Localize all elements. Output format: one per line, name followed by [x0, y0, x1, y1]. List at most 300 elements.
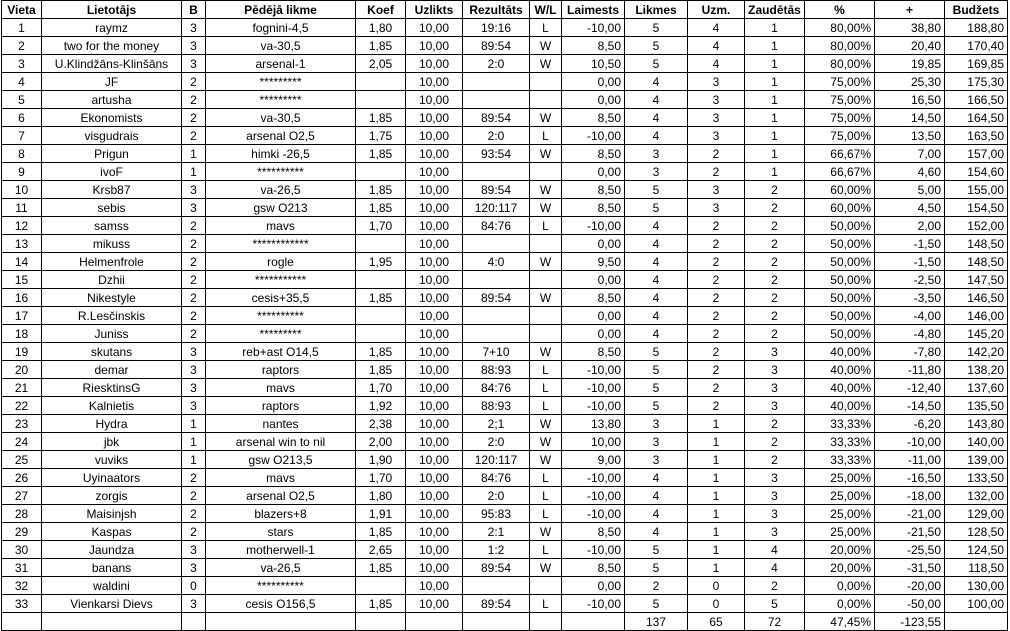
cell-rezultats: 4:0 — [463, 253, 530, 271]
cell-b: 1 — [182, 163, 206, 181]
cell-koef: 1,85 — [356, 181, 406, 199]
cell-likme: arsenal O2,5 — [206, 487, 356, 505]
cell-rezultats: 84:76 — [463, 469, 530, 487]
cell-likme: ************ — [206, 235, 356, 253]
cell-likmes: 5 — [625, 55, 688, 73]
cell-uzlikts: 10,00 — [406, 235, 463, 253]
table-row — [2, 577, 1008, 595]
cell-zaudetas: 1 — [745, 37, 805, 55]
cell-vieta: 28 — [2, 505, 42, 523]
cell-rezultats: 89:54 — [463, 37, 530, 55]
col-header-pedeja-likme: Pēdējā likme — [206, 1, 356, 19]
cell-user: ivoF — [42, 163, 182, 181]
cell-vieta: 33 — [2, 595, 42, 613]
cell-vieta: 24 — [2, 433, 42, 451]
cell-koef: 1,85 — [356, 559, 406, 577]
cell-rezultats: 2:1 — [463, 523, 530, 541]
cell-plus: 7,00 — [875, 145, 945, 163]
cell-budzets: 166,50 — [945, 91, 1008, 109]
cell-laimests: 8,50 — [562, 181, 625, 199]
cell-koef: 2,38 — [356, 415, 406, 433]
cell-uzlikts: 10,00 — [406, 37, 463, 55]
table-row — [2, 289, 1008, 307]
cell-vieta: 20 — [2, 361, 42, 379]
cell-zaudetas: 2 — [745, 289, 805, 307]
cell-b: 3 — [182, 181, 206, 199]
cell-user: zorgis — [42, 487, 182, 505]
table-row — [2, 199, 1008, 217]
cell-koef — [356, 235, 406, 253]
cell-uzm: 1 — [688, 487, 745, 505]
cell-b: 2 — [182, 505, 206, 523]
total-plus: -123,55 — [875, 613, 945, 631]
cell-laimests: 10,50 — [562, 55, 625, 73]
cell-user: sebis — [42, 199, 182, 217]
cell-likmes: 4 — [625, 73, 688, 91]
cell-rezultats: 120:117 — [463, 199, 530, 217]
cell-budzets: 164,50 — [945, 109, 1008, 127]
table-row — [2, 595, 1008, 613]
cell-uzm: 2 — [688, 307, 745, 325]
cell-plus: -21,50 — [875, 523, 945, 541]
cell-budzets: 130,00 — [945, 577, 1008, 595]
cell-zaudetas: 3 — [745, 469, 805, 487]
cell-b: 2 — [182, 523, 206, 541]
cell-plus: 38,80 — [875, 19, 945, 37]
table-row — [2, 145, 1008, 163]
cell-koef: 1,90 — [356, 451, 406, 469]
col-header-uzlikts: Uzlikts — [406, 1, 463, 19]
cell-wl: W — [530, 433, 562, 451]
cell-user: JF — [42, 73, 182, 91]
cell-vieta: 4 — [2, 73, 42, 91]
cell-laimests: 8,50 — [562, 343, 625, 361]
cell-rezultats: 89:54 — [463, 181, 530, 199]
cell-zaudetas: 1 — [745, 145, 805, 163]
cell-zaudetas: 2 — [745, 217, 805, 235]
cell-budzets: 128,50 — [945, 523, 1008, 541]
cell-likme: rogle — [206, 253, 356, 271]
cell-pct: 25,00% — [805, 469, 875, 487]
cell-b: 3 — [182, 397, 206, 415]
cell-zaudetas: 1 — [745, 19, 805, 37]
cell-koef: 1,85 — [356, 145, 406, 163]
cell-likmes: 4 — [625, 487, 688, 505]
cell-budzets: 148,50 — [945, 253, 1008, 271]
cell-laimests: -10,00 — [562, 469, 625, 487]
cell-b: 3 — [182, 595, 206, 613]
cell-likme: ********** — [206, 163, 356, 181]
cell-uzm: 2 — [688, 145, 745, 163]
cell-pct: 40,00% — [805, 379, 875, 397]
cell-likme: blazers+8 — [206, 505, 356, 523]
cell-likmes: 4 — [625, 217, 688, 235]
cell-plus: -31,50 — [875, 559, 945, 577]
cell-plus: 19,85 — [875, 55, 945, 73]
header-row — [2, 1, 1008, 19]
cell-pct: 33,33% — [805, 451, 875, 469]
cell-laimests: -10,00 — [562, 595, 625, 613]
cell-plus: -4,00 — [875, 307, 945, 325]
cell-koef: 1,85 — [356, 199, 406, 217]
cell-likme: arsenal O2,5 — [206, 127, 356, 145]
cell-likme: fognini-4,5 — [206, 19, 356, 37]
cell-plus: -6,20 — [875, 415, 945, 433]
table-row — [2, 541, 1008, 559]
cell-zaudetas: 2 — [745, 253, 805, 271]
cell-b: 1 — [182, 415, 206, 433]
cell-likmes: 5 — [625, 541, 688, 559]
totals-cell-empty — [42, 613, 182, 631]
cell-likme: mavs — [206, 379, 356, 397]
cell-user: demar — [42, 361, 182, 379]
cell-plus: 4,60 — [875, 163, 945, 181]
cell-plus: -11,80 — [875, 361, 945, 379]
cell-budzets: 137,60 — [945, 379, 1008, 397]
cell-wl — [530, 91, 562, 109]
cell-zaudetas: 1 — [745, 109, 805, 127]
cell-uzm: 2 — [688, 325, 745, 343]
cell-rezultats: 2:0 — [463, 127, 530, 145]
cell-wl: W — [530, 289, 562, 307]
cell-wl: W — [530, 415, 562, 433]
cell-budzets: 143,80 — [945, 415, 1008, 433]
cell-wl: W — [530, 55, 562, 73]
cell-likme: ********* — [206, 325, 356, 343]
cell-likme: va-26,5 — [206, 559, 356, 577]
cell-laimests: 0,00 — [562, 577, 625, 595]
cell-likme: himki -26,5 — [206, 145, 356, 163]
cell-koef — [356, 163, 406, 181]
cell-pct: 50,00% — [805, 325, 875, 343]
cell-plus: -2,50 — [875, 271, 945, 289]
cell-rezultats: 89:54 — [463, 289, 530, 307]
cell-uzlikts: 10,00 — [406, 559, 463, 577]
table-row — [2, 109, 1008, 127]
cell-user: Jaundza — [42, 541, 182, 559]
cell-vieta: 13 — [2, 235, 42, 253]
cell-laimests: 8,50 — [562, 37, 625, 55]
cell-likme: arsenal-1 — [206, 55, 356, 73]
cell-uzlikts: 10,00 — [406, 307, 463, 325]
cell-uzm: 2 — [688, 379, 745, 397]
cell-pct: 50,00% — [805, 271, 875, 289]
cell-likme: ********** — [206, 307, 356, 325]
cell-user: waldini — [42, 577, 182, 595]
cell-uzm: 2 — [688, 253, 745, 271]
cell-pct: 50,00% — [805, 253, 875, 271]
col-header-zaudetas: Zaudētās — [745, 1, 805, 19]
cell-laimests: 9,00 — [562, 451, 625, 469]
cell-laimests: -10,00 — [562, 127, 625, 145]
cell-rezultats: 2;1 — [463, 415, 530, 433]
cell-pct: 40,00% — [805, 361, 875, 379]
cell-uzlikts: 10,00 — [406, 361, 463, 379]
cell-user: Prigun — [42, 145, 182, 163]
col-header-likmes: Likmes — [625, 1, 688, 19]
cell-likmes: 4 — [625, 523, 688, 541]
col-header-pct: % — [805, 1, 875, 19]
cell-zaudetas: 2 — [745, 325, 805, 343]
cell-budzets: 133,50 — [945, 469, 1008, 487]
cell-zaudetas: 3 — [745, 343, 805, 361]
cell-uzlikts: 10,00 — [406, 433, 463, 451]
cell-wl: L — [530, 505, 562, 523]
cell-vieta: 26 — [2, 469, 42, 487]
cell-plus: -12,40 — [875, 379, 945, 397]
cell-pct: 80,00% — [805, 37, 875, 55]
table-row — [2, 361, 1008, 379]
cell-plus: -11,00 — [875, 451, 945, 469]
table-row — [2, 523, 1008, 541]
cell-uzlikts: 10,00 — [406, 451, 463, 469]
cell-wl: W — [530, 451, 562, 469]
cell-b: 3 — [182, 19, 206, 37]
cell-user: two for the money — [42, 37, 182, 55]
cell-laimests: 13,80 — [562, 415, 625, 433]
cell-uzlikts: 10,00 — [406, 397, 463, 415]
cell-uzlikts: 10,00 — [406, 145, 463, 163]
cell-pct: 50,00% — [805, 217, 875, 235]
cell-uzlikts: 10,00 — [406, 523, 463, 541]
cell-likme: va-26,5 — [206, 181, 356, 199]
cell-user: Ekonomists — [42, 109, 182, 127]
cell-uzlikts: 10,00 — [406, 343, 463, 361]
cell-likmes: 5 — [625, 595, 688, 613]
col-header-b: B — [182, 1, 206, 19]
cell-zaudetas: 2 — [745, 415, 805, 433]
cell-likme: *********** — [206, 271, 356, 289]
cell-rezultats: 93:54 — [463, 145, 530, 163]
cell-rezultats: 2:0 — [463, 433, 530, 451]
cell-plus: 4,50 — [875, 199, 945, 217]
cell-pct: 50,00% — [805, 307, 875, 325]
cell-likme: mavs — [206, 469, 356, 487]
cell-uzm: 1 — [688, 469, 745, 487]
cell-wl — [530, 577, 562, 595]
cell-uzlikts: 10,00 — [406, 289, 463, 307]
cell-wl: L — [530, 541, 562, 559]
cell-laimests: 8,50 — [562, 199, 625, 217]
cell-uzlikts: 10,00 — [406, 325, 463, 343]
cell-zaudetas: 1 — [745, 163, 805, 181]
cell-plus: 5,00 — [875, 181, 945, 199]
cell-zaudetas: 1 — [745, 127, 805, 145]
col-header-wl: W/L — [530, 1, 562, 19]
cell-b: 3 — [182, 55, 206, 73]
cell-budzets: 146,00 — [945, 307, 1008, 325]
cell-zaudetas: 2 — [745, 451, 805, 469]
cell-b: 2 — [182, 289, 206, 307]
cell-koef: 1,95 — [356, 253, 406, 271]
cell-pct: 40,00% — [805, 343, 875, 361]
cell-zaudetas: 1 — [745, 73, 805, 91]
cell-wl: W — [530, 343, 562, 361]
cell-koef: 1,85 — [356, 361, 406, 379]
cell-rezultats: 95:83 — [463, 505, 530, 523]
cell-uzlikts: 10,00 — [406, 163, 463, 181]
cell-wl — [530, 307, 562, 325]
cell-plus: 25,30 — [875, 73, 945, 91]
col-header-plus: + — [875, 1, 945, 19]
cell-pct: 40,00% — [805, 397, 875, 415]
cell-koef: 1,80 — [356, 19, 406, 37]
cell-uzm: 4 — [688, 55, 745, 73]
total-pct: 47,45% — [805, 613, 875, 631]
cell-budzets: 152,00 — [945, 217, 1008, 235]
cell-koef: 1,85 — [356, 109, 406, 127]
cell-koef — [356, 577, 406, 595]
cell-rezultats — [463, 325, 530, 343]
cell-pct: 75,00% — [805, 91, 875, 109]
cell-likmes: 5 — [625, 397, 688, 415]
table-row — [2, 325, 1008, 343]
cell-wl: L — [530, 19, 562, 37]
cell-user: raymz — [42, 19, 182, 37]
cell-vieta: 9 — [2, 163, 42, 181]
cell-pct: 80,00% — [805, 19, 875, 37]
cell-rezultats: 84:76 — [463, 379, 530, 397]
cell-wl — [530, 163, 562, 181]
totals-cell-empty — [356, 613, 406, 631]
cell-zaudetas: 3 — [745, 379, 805, 397]
cell-rezultats: 89:54 — [463, 595, 530, 613]
cell-b: 3 — [182, 343, 206, 361]
cell-koef: 1,91 — [356, 505, 406, 523]
cell-budzets: 135,50 — [945, 397, 1008, 415]
cell-b: 2 — [182, 109, 206, 127]
cell-rezultats: 120:117 — [463, 451, 530, 469]
cell-uzm: 1 — [688, 415, 745, 433]
cell-likmes: 5 — [625, 343, 688, 361]
cell-zaudetas: 2 — [745, 199, 805, 217]
cell-b: 3 — [182, 379, 206, 397]
cell-likme: raptors — [206, 397, 356, 415]
cell-user: artusha — [42, 91, 182, 109]
cell-b: 2 — [182, 469, 206, 487]
cell-uzm: 2 — [688, 397, 745, 415]
table-row — [2, 469, 1008, 487]
cell-rezultats — [463, 271, 530, 289]
cell-laimests: 8,50 — [562, 109, 625, 127]
cell-rezultats: 2:0 — [463, 55, 530, 73]
col-header-lietotajs: Lietotājs — [42, 1, 182, 19]
cell-koef: 1,70 — [356, 469, 406, 487]
cell-user: U.Klindžāns-Klinšāns — [42, 55, 182, 73]
cell-laimests: 0,00 — [562, 271, 625, 289]
cell-uzm: 0 — [688, 595, 745, 613]
cell-uzm: 4 — [688, 19, 745, 37]
cell-plus: -3,50 — [875, 289, 945, 307]
cell-user: vuviks — [42, 451, 182, 469]
cell-uzm: 1 — [688, 433, 745, 451]
cell-uzlikts: 10,00 — [406, 181, 463, 199]
cell-uzlikts: 10,00 — [406, 109, 463, 127]
cell-pct: 33,33% — [805, 433, 875, 451]
cell-vieta: 1 — [2, 19, 42, 37]
cell-uzlikts: 10,00 — [406, 379, 463, 397]
cell-b: 1 — [182, 145, 206, 163]
cell-uzm: 3 — [688, 181, 745, 199]
cell-plus: -50,00 — [875, 595, 945, 613]
cell-plus: -1,50 — [875, 253, 945, 271]
cell-koef: 1,70 — [356, 379, 406, 397]
table-row — [2, 451, 1008, 469]
cell-uzm: 1 — [688, 451, 745, 469]
table-row — [2, 127, 1008, 145]
cell-likmes: 5 — [625, 19, 688, 37]
cell-likmes: 3 — [625, 451, 688, 469]
cell-budzets: 100,00 — [945, 595, 1008, 613]
cell-wl: W — [530, 181, 562, 199]
cell-user: Juniss — [42, 325, 182, 343]
cell-wl: W — [530, 199, 562, 217]
cell-pct: 25,00% — [805, 505, 875, 523]
cell-uzm: 4 — [688, 37, 745, 55]
cell-pct: 75,00% — [805, 73, 875, 91]
cell-koef — [356, 307, 406, 325]
cell-wl: L — [530, 217, 562, 235]
cell-plus: -14,50 — [875, 397, 945, 415]
cell-user: samss — [42, 217, 182, 235]
cell-likmes: 5 — [625, 559, 688, 577]
cell-plus: -10,00 — [875, 433, 945, 451]
cell-pct: 25,00% — [805, 523, 875, 541]
table-row — [2, 397, 1008, 415]
cell-uzm: 1 — [688, 559, 745, 577]
cell-plus: -18,00 — [875, 487, 945, 505]
cell-b: 3 — [182, 541, 206, 559]
cell-budzets: 132,00 — [945, 487, 1008, 505]
cell-koef: 1,70 — [356, 217, 406, 235]
cell-laimests: -10,00 — [562, 487, 625, 505]
cell-koef — [356, 73, 406, 91]
cell-user: Kalnietis — [42, 397, 182, 415]
cell-laimests: 0,00 — [562, 325, 625, 343]
cell-likme: gsw O213,5 — [206, 451, 356, 469]
cell-koef: 1,85 — [356, 343, 406, 361]
cell-likmes: 4 — [625, 109, 688, 127]
cell-laimests: 0,00 — [562, 163, 625, 181]
cell-vieta: 27 — [2, 487, 42, 505]
cell-uzlikts: 10,00 — [406, 127, 463, 145]
cell-koef: 2,65 — [356, 541, 406, 559]
table-row — [2, 487, 1008, 505]
cell-zaudetas: 4 — [745, 559, 805, 577]
cell-likme: gsw O213 — [206, 199, 356, 217]
cell-b: 3 — [182, 361, 206, 379]
cell-uzlikts: 10,00 — [406, 55, 463, 73]
cell-likmes: 4 — [625, 127, 688, 145]
cell-uzlikts: 10,00 — [406, 199, 463, 217]
table-row — [2, 181, 1008, 199]
cell-vieta: 2 — [2, 37, 42, 55]
cell-uzlikts: 10,00 — [406, 217, 463, 235]
total-zaudetas: 72 — [745, 613, 805, 631]
cell-vieta: 30 — [2, 541, 42, 559]
col-header-koef: Koef — [356, 1, 406, 19]
cell-pct: 50,00% — [805, 289, 875, 307]
cell-koef: 1,92 — [356, 397, 406, 415]
cell-likme: cesis+35,5 — [206, 289, 356, 307]
cell-likmes: 4 — [625, 253, 688, 271]
cell-user: banans — [42, 559, 182, 577]
cell-user: Kaspas — [42, 523, 182, 541]
cell-koef — [356, 325, 406, 343]
cell-rezultats: 84:76 — [463, 217, 530, 235]
cell-plus: 16,50 — [875, 91, 945, 109]
cell-plus: -4,80 — [875, 325, 945, 343]
